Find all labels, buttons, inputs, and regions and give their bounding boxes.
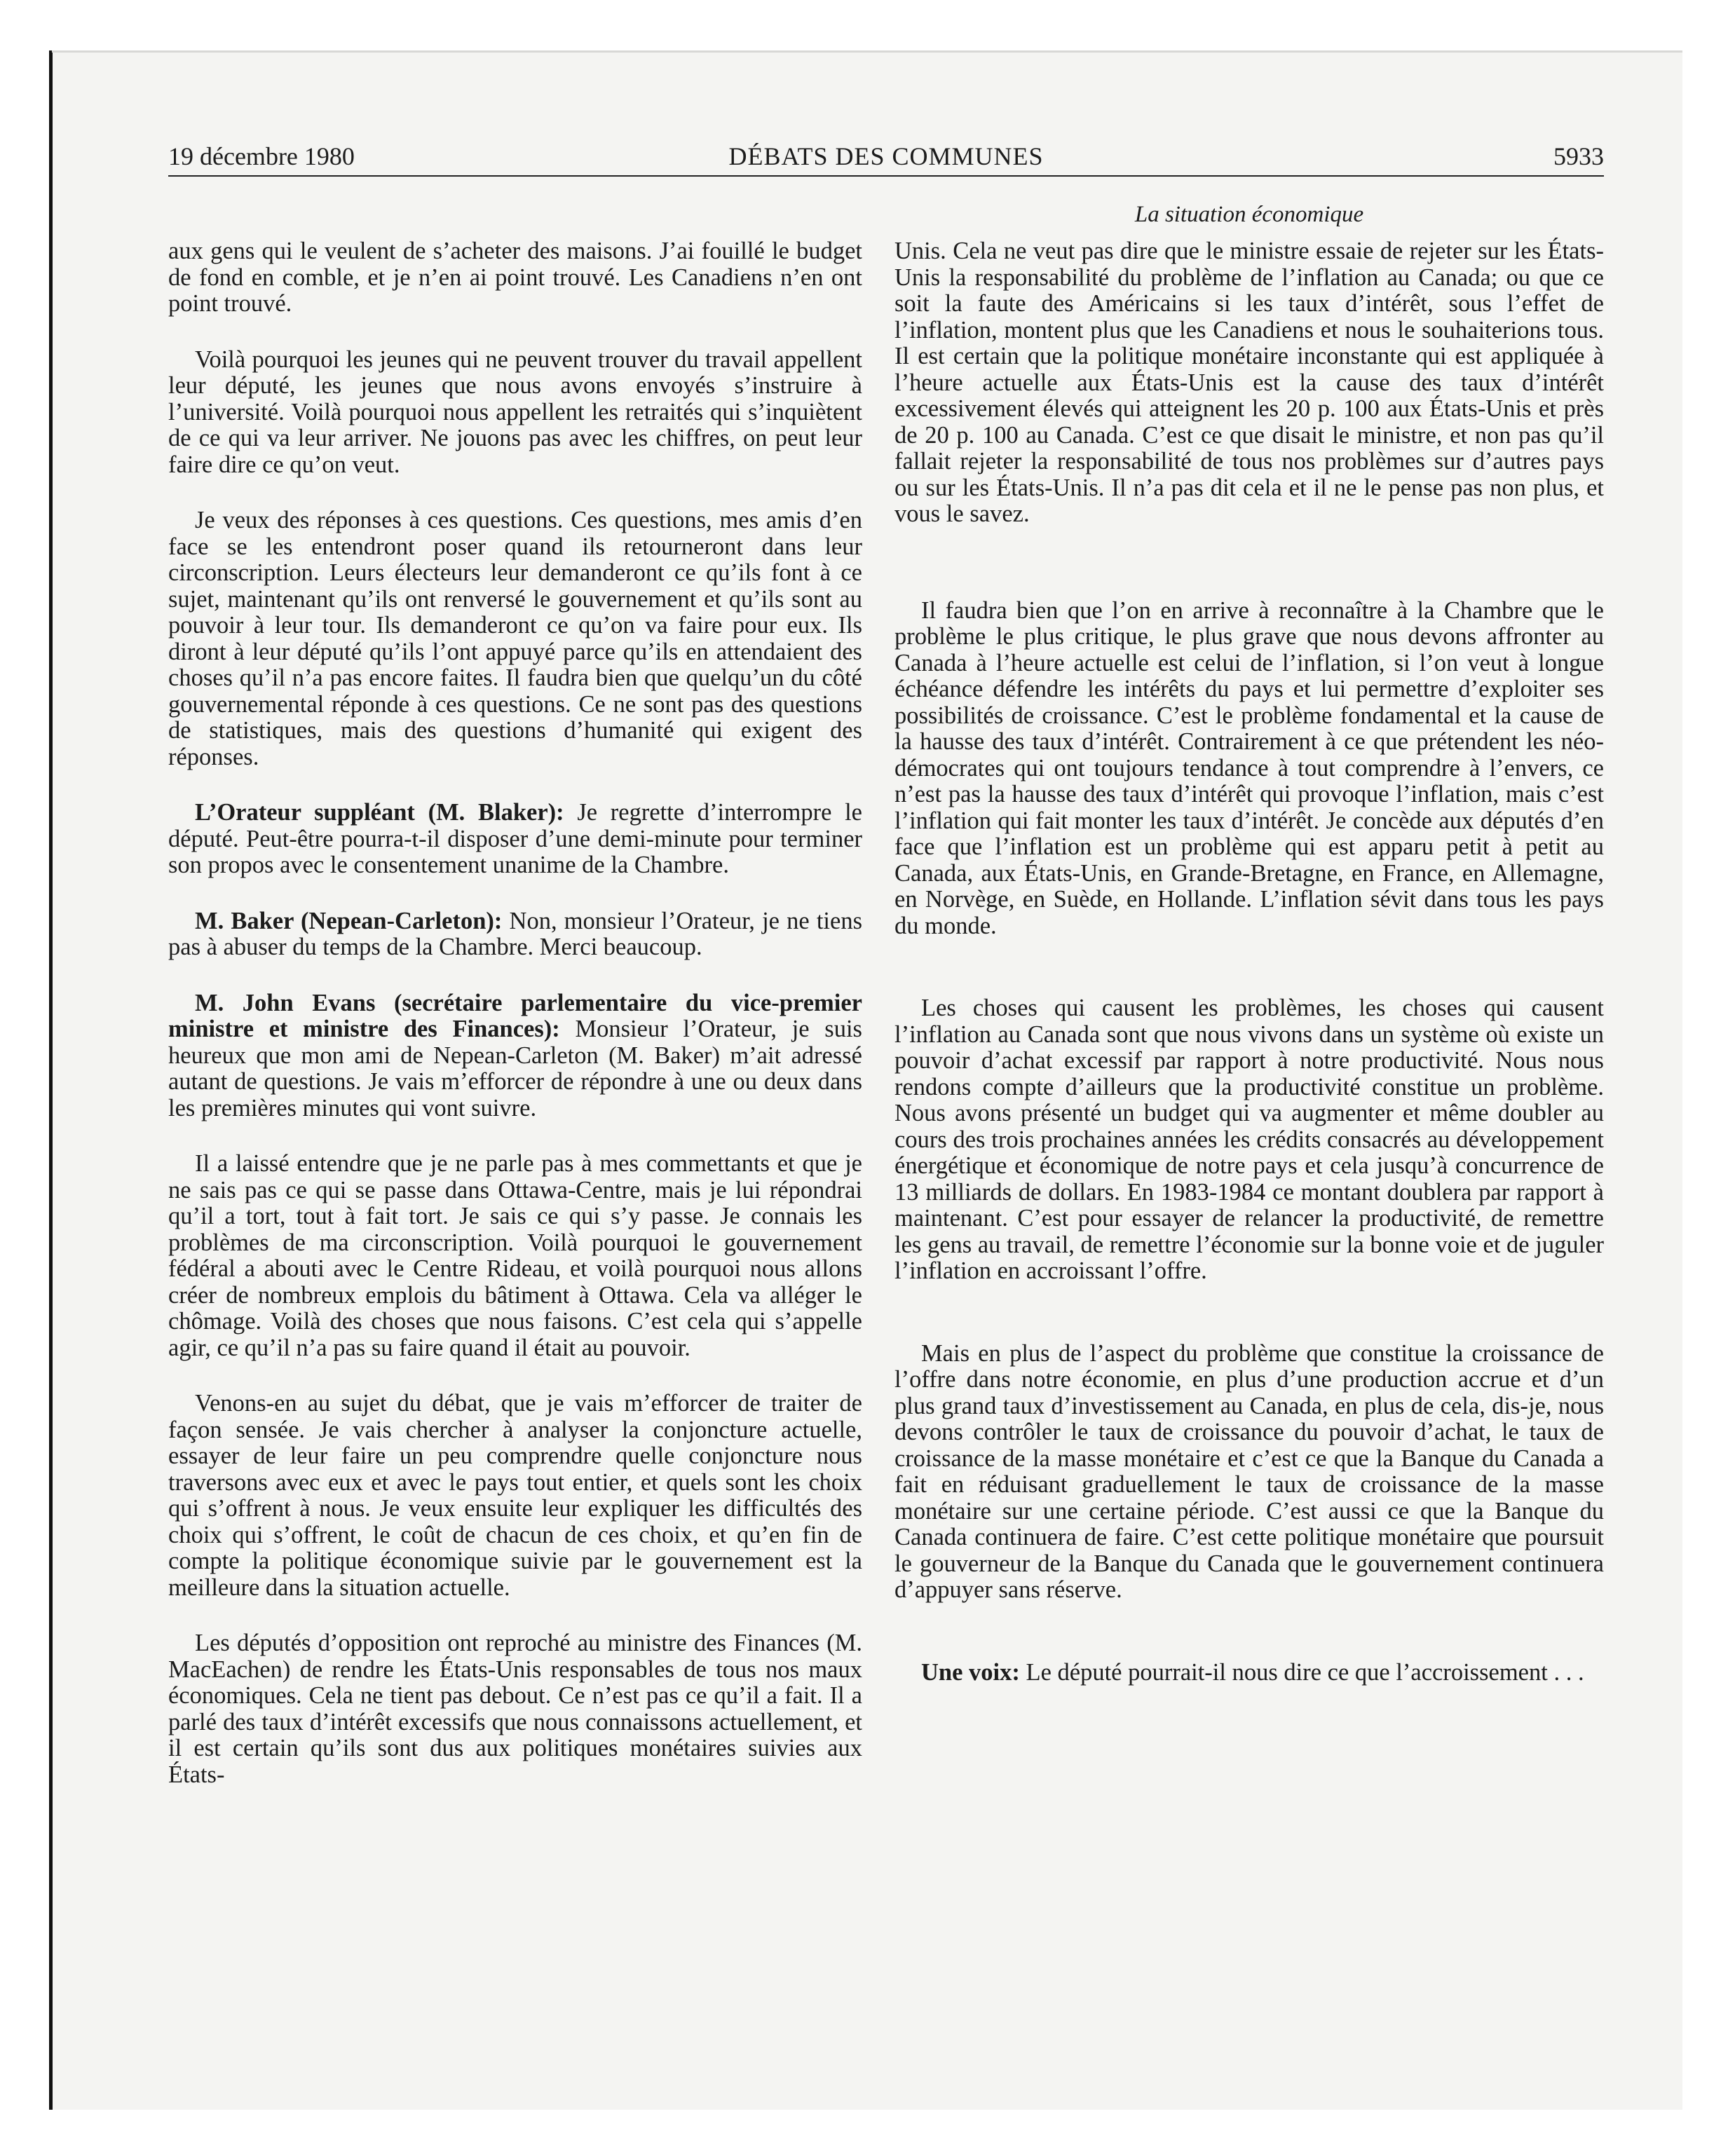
speech-text: Non, monsieur l’Orateur, je ne tiens pas à abuser du temps de la Chambre. Merci beaucoup. — [168, 907, 863, 960]
page-edge-shadow — [49, 50, 53, 2110]
paragraph: aux gens qui le veulent de s’acheter des maisons. J’ai fouillé le budget de fond en comble, et je n’en ai point trouvé. Les Canadiens n’en ont point trouvé. — [168, 238, 862, 317]
left-column — [168, 238, 862, 1816]
speech-text: Je regrette d’interrompre le député. Peut-être pourra-t-il disposer d’une demi-minute pour terminer son propos avec le consentement unanime de la Chambre. — [168, 799, 862, 878]
paragraph: Il faudra bien que l’on en arrive à reconnaître à la Chambre que le problème le plus critique, le plus grave que nous devons affronter au Canada à l’heure actuelle est celui de l’inflation, si l’on veut à longue échéance défendre les intérêts du pays et lui permettre d’exploiter ses possibilités de croissance. C’est le problème fondamental et la cause de la hausse des taux d’intérêt. Contrairement à ce que prétendent les néo-démocrates qui ont toujours tendance à tout comprendre à l’envers, ce n’est pas la hausse des taux d’intérêt qui provoque l’inflation, mais c’est l’inflation qui fait monter les taux d’intérêt. Je concède aux députés d’en face que l’inflation est un problème qui est apparu petit à petit au Canada, aux États-Unis, en Grande-Bretagne, en France, en Allemagne, en Norvège, en Suède, en Hollande. L’inflation sévit dans tous les pays du monde. — [894, 596, 1604, 939]
speaker-name: M. John Evans (secrétaire parlementaire du vice-premier ministre et ministre des Finances): — [168, 989, 862, 1042]
paragraph: Je veux des réponses à ces questions. Ces questions, mes amis d’en face se les entendront poser quand ils retourneront dans leur circonscription. Leurs électeurs leur demanderont ce qu’ils font à ce sujet, maintenant qu’ils ont renversé le gouvernement et qu’ils sont au pouvoir à leur tour. Ils demanderont ce qu’on va faire pour eux. Ils diront à leur député qu’ils l’ont appuyé parce qu’ils en attendaient des choses qu’il n’a pas encore faites. Il faudra bien que quelqu’un du côté gouvernemental réponde à ces questions. Ce ne sont pas des questions de statistiques, mais des questions d’humanité qui exigent des réponses. — [168, 507, 862, 770]
speaker-name: M. Baker (Nepean-Carleton): — [195, 907, 503, 934]
page-header — [168, 142, 1604, 174]
speech-paragraph — [168, 908, 862, 961]
paragraph: Il a laissé entendre que je ne parle pas à mes commettants et que je ne sais pas ce qui se passe dans Ottawa-Centre, mais je lui répondrai qu’il a tort, tout à fait tort. Je sais ce qui s’y passe. Je connais les problèmes de ma circonscription. Voilà pourquoi le gouvernement fédéral a abouti avec le Centre Rideau, et voilà pourquoi nous allons créer de nombreux emplois du bâtiment à Ottawa. Cela va alléger le chômage. Voilà des choses que nous faisons. C’est cela qui s’appelle agir, ce qu’il n’a pas su faire quand il était au pouvoir. — [168, 1150, 862, 1361]
speaker-name: L’Orateur suppléant (M. Blaker): — [195, 799, 564, 826]
speech-paragraph — [168, 800, 862, 879]
speech-paragraph — [168, 990, 862, 1122]
header-rule — [168, 175, 1604, 177]
speech-paragraph — [894, 1660, 1604, 1686]
paragraph: Les choses qui causent les problèmes, les choses qui causent l’inflation au Canada sont que nous vivons dans un système où existe un pouvoir d’achat excessif par rapport à notre productivité. Nous nous rendons compte d’ailleurs que la productivité constitue un problème. Nous avons présenté un budget qui va augmenter et même doubler au cours des trois prochaines années les crédits consacrés au développement énergétique et économique de notre pays et cela jusqu’à concurrence de 13 milliards de dollars. En 1983-1984 ce montant doublera par rapport à maintenant. C’est pour essayer de relancer la productivité, de remettre les gens au travail, de remettre l’économie sur la bonne voie et de juguler l’inflation en accroissant l’offre. — [894, 995, 1604, 1284]
paragraph: Unis. Cela ne veut pas dire que le ministre essaie de rejeter sur les États-Unis la responsabilité du problème de l’inflation au Canada; ou que ce soit la faute des Américains si les taux d’intérêt, sous l’effet de l’inflation, montent plus que les Canadiens et nous le souhaiterions tous. Il est certain que la politique monétaire inconstante qui est appliquée à l’heure actuelle aux États-Unis est la cause des taux d’intérêt excessivement élevés qui atteignent les 20 p. 100 aux États-Unis et près de 20 p. 100 au Canada. C’est ce que disait le ministre, et non pas qu’il fallait rejeter la responsabilité de tous nos problèmes sur d’autres pays ou sur les États-Unis. Il n’a pas dit cela et il ne le pense pas non plus, et vous le savez. — [894, 238, 1604, 527]
speech-text: Le député pourrait-il nous dire ce que l’accroissement . . . — [1019, 1658, 1584, 1686]
header-date: 19 décembre 1980 — [168, 142, 355, 170]
paragraph: Mais en plus de l’aspect du problème que constitue la croissance de l’offre dans notre économie, en plus d’une production accrue et d’un plus grand taux d’investissement au Canada, en plus de cela, dis-je, nous devons contrôler le taux de croissance du pouvoir d’achat, le taux de croissance de la masse monétaire et c’est ce que la Banque du Canada a fait en réduisant graduellement le taux de croissance de la masse monétaire sur une certaine période. C’est aussi ce que la Banque du Canada continuera de faire. C’est cette politique monétaire que poursuit le gouverneur de la Banque du Canada que le gouvernement continuera d’appuyer sans réserve. — [894, 1339, 1604, 1603]
speech-text: Monsieur l’Orateur, je suis heureux que mon ami de Nepean-Carleton (M. Baker) m’ait adressé autant de questions. Je vais m’efforcer de répondre à une ou deux dans les premières minutes qui vont suivre. — [168, 1016, 862, 1121]
speaker-name: Une voix: — [921, 1658, 1020, 1686]
right-column — [894, 238, 1604, 1714]
header-title: DÉBATS DES COMMUNES — [728, 142, 1044, 170]
paragraph: Voilà pourquoi les jeunes qui ne peuvent trouver du travail appellent leur député, les jeunes que nous avons envoyés s’instruire à l’université. Voilà pourquoi nous appellent les retraités qui s’inquiètent de ce qui va leur arriver. Ne jouons pas avec les chiffres, on peut leur faire dire ce qu’on veut. — [168, 346, 862, 478]
paragraph: Les députés d’opposition ont reproché au ministre des Finances (M. MacEachen) de rendre les États-Unis responsables de tous nos maux économiques. Cela ne tient pas debout. Ce n’est pas ce qu’il a fait. Il a parlé des taux d’intérêt excessifs que nous connaissons actuellement, et il est certain qu’ils sont dus aux politiques monétaires suivies aux États- — [168, 1630, 862, 1788]
page-number: 5933 — [1553, 142, 1604, 170]
page-top-edge — [52, 50, 1682, 53]
paragraph: Venons-en au sujet du débat, que je vais m’efforcer de traiter de façon sensée. Je vais chercher à analyser la conjoncture actuelle, essayer de leur faire un peu comprendre quelle conjoncture nous traversons avec eux et avec le pays tout entier, et quels sont les choix qui s’offrent à nous. Je veux ensuite leur expliquer les difficultés des choix qui s’offrent, le coût de chacun de ces choix, et qu’en fin de compte la politique économique suivie par le gouvernement est la meilleure dans la situation actuelle. — [168, 1390, 862, 1601]
running-head: La situation économique — [1134, 202, 1364, 227]
